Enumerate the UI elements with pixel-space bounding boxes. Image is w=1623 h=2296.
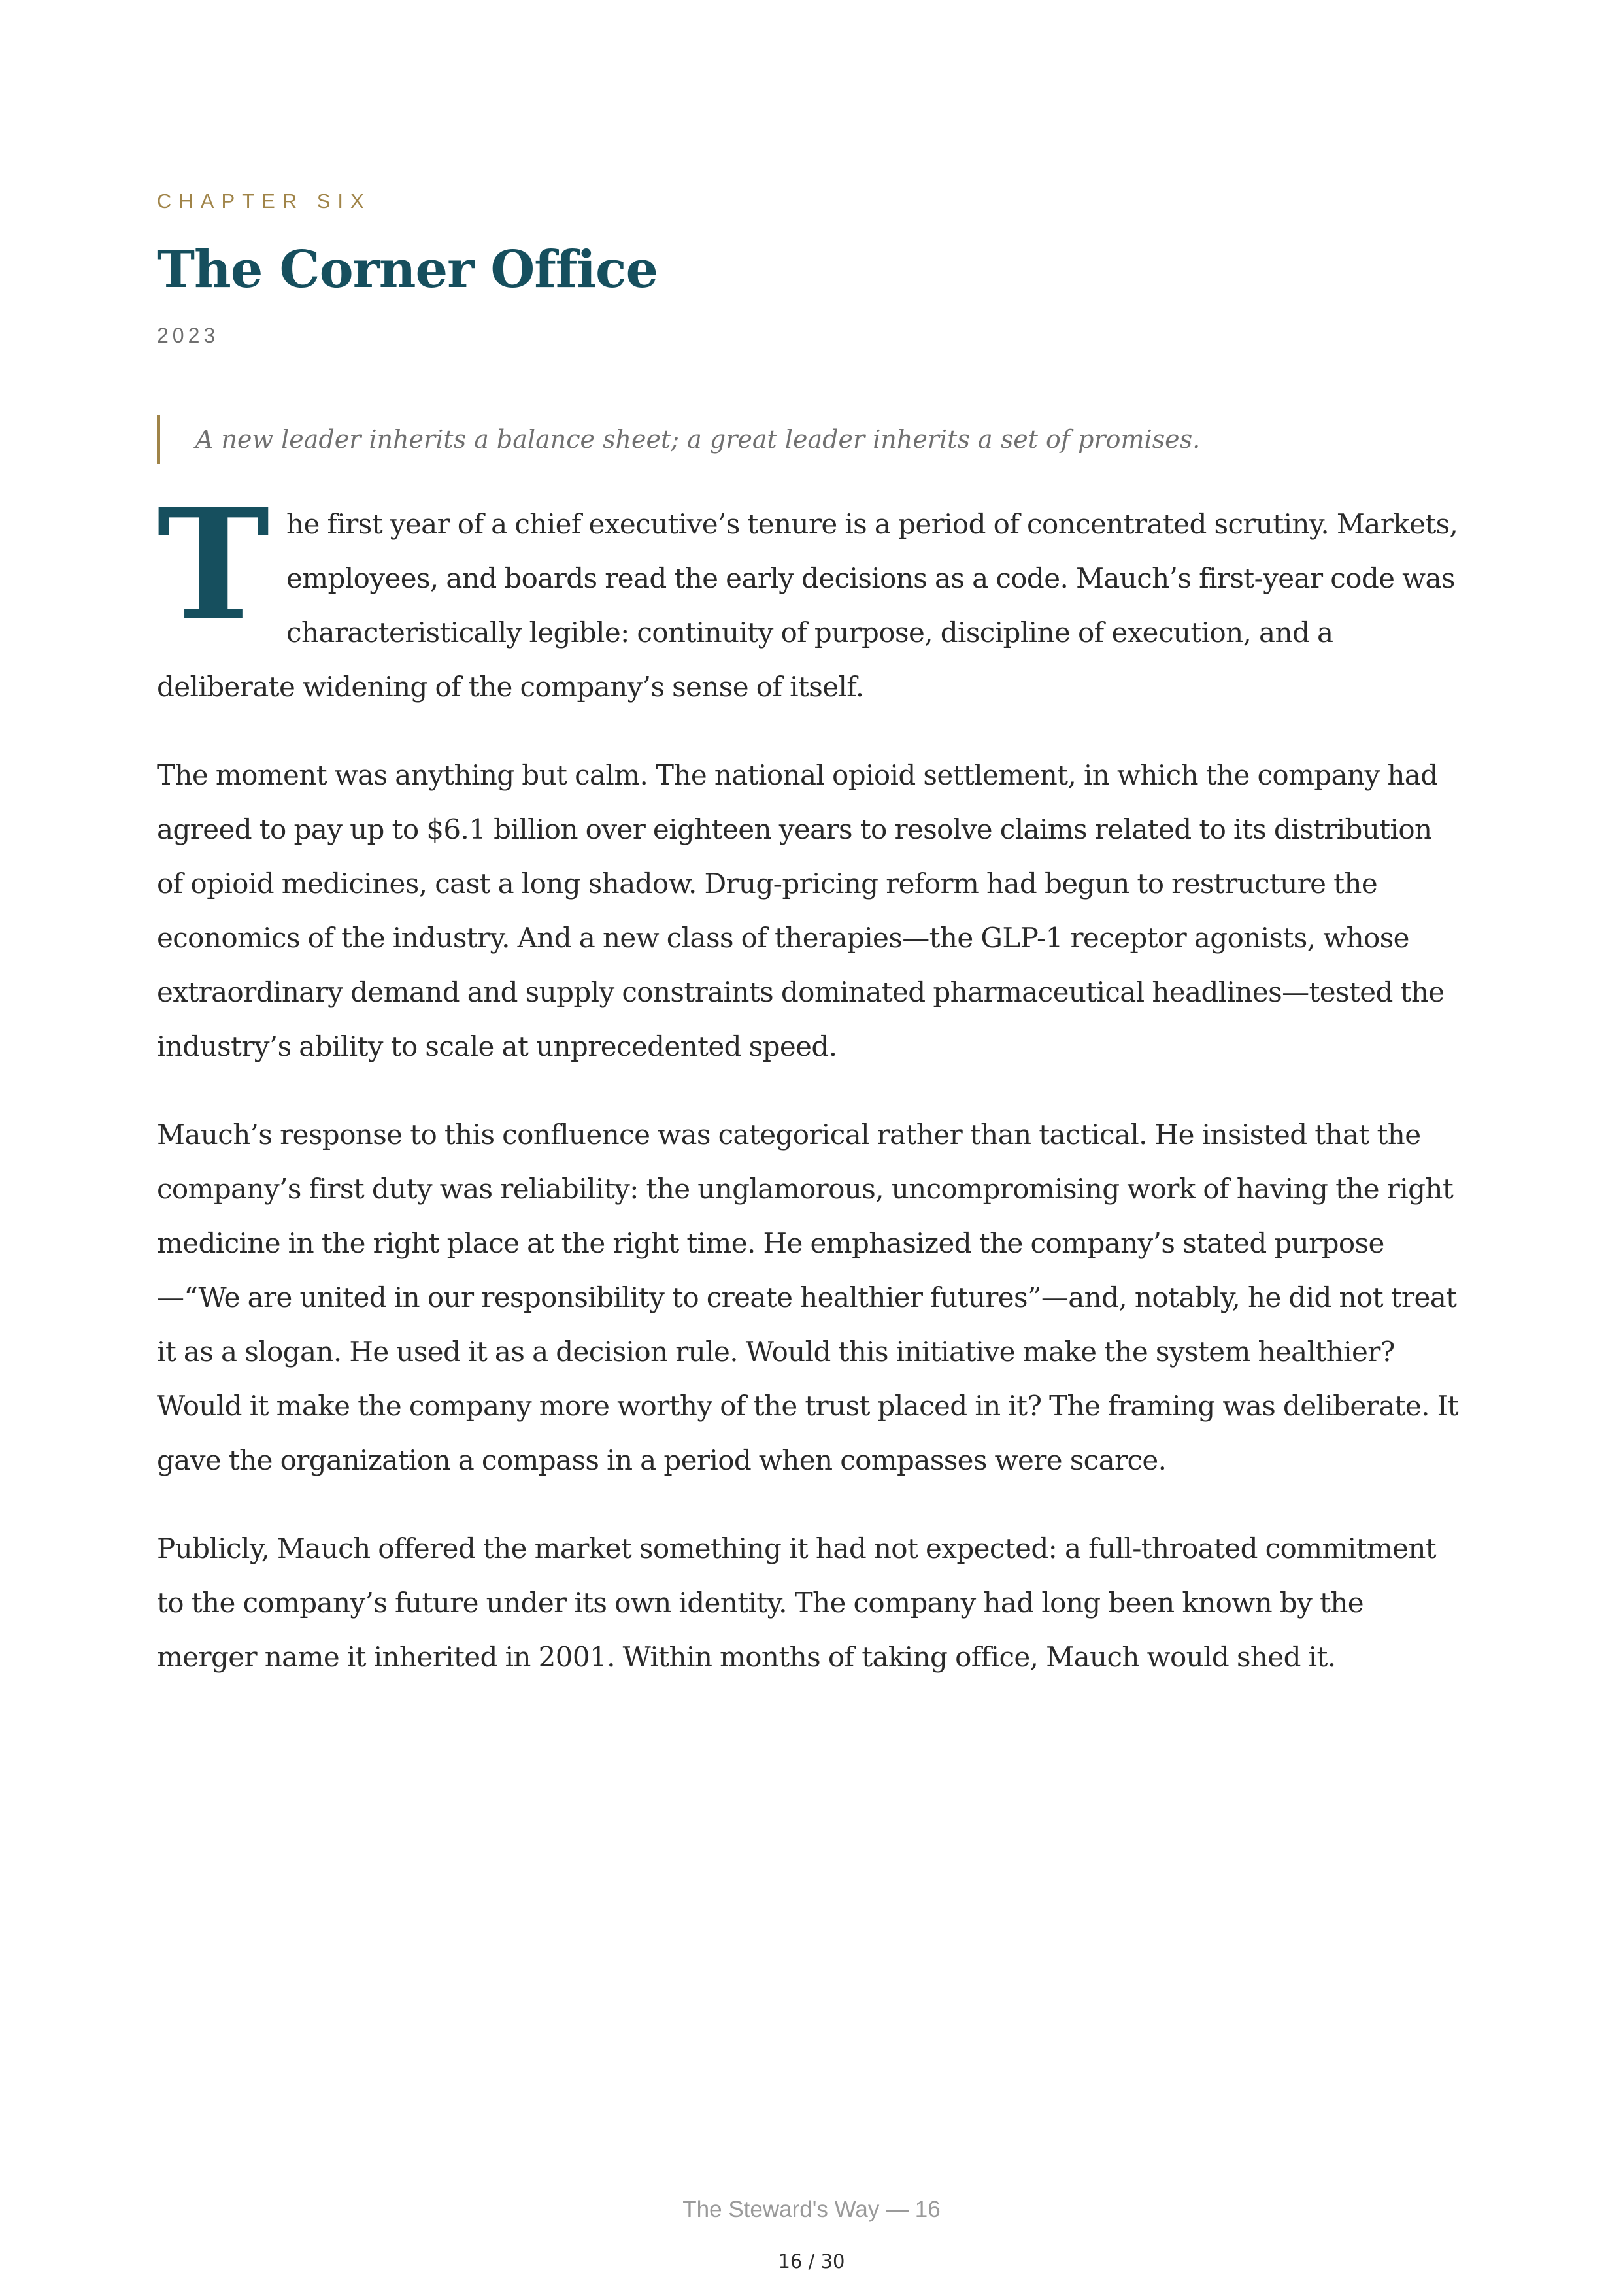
chapter-year: 2023 <box>157 324 220 347</box>
chapter-label: CHAPTER SIX <box>157 190 371 212</box>
paragraph-4: Publicly, Mauch offered the market something it had not expected: a full-throated commitment to the company’s future under its own identity. The company had long been known by the merger name it inherited in 2001. Within months of taking office, Mauch would shed it. <box>157 1532 1437 1673</box>
page-count: 16 / 30 <box>778 2250 845 2272</box>
drop-cap: T <box>157 475 270 654</box>
running-footer: The Steward's Way — 16 <box>682 2197 941 2222</box>
chapter-title: The Corner Office <box>157 240 658 299</box>
paragraph-1-text: he first year of a chief executive’s tenure is a period of concentrated scrutiny. Markets, employees, and boards read the early decisions as a code. Mauch’s first-year code was characteristically legible: continuity of purpose, discipline of execution, and a deliberate widening of the company’s sense of itself. <box>157 508 1458 703</box>
body-text <box>157 475 1463 1718</box>
paragraph-1 <box>157 475 1463 714</box>
paragraph-3: Mauch’s response to this confluence was categorical rather than tactical. He insisted that the company’s first duty was reliability: the unglamorous, uncompromising work of having the right medicine in the right place at the right time. He emphasized the company’s stated purpose—“We are united in our responsibility to create healthier futures”—and, notably, he did not treat it as a slogan. He used it as a decision rule. Would this initiative make the system healthier? Would it make the company more worthy of the trust placed in it? The framing was deliberate. It gave the organization a compass in a period when compasses were scarce. <box>157 1119 1458 1476</box>
paragraph-2: The moment was anything but calm. The national opioid settlement, in which the company had agreed to pay up to $6.1 billion over eighteen years to resolve claims related to its distribution of opioid medicines, cast a long shadow. Drug-pricing reform had begun to restructure the economics of the industry. And a new class of therapies—the GLP-1 receptor agonists, whose extraordinary demand and supply constraints dominated pharmaceutical headlines—tested the industry’s ability to scale at unprecedented speed. <box>157 759 1445 1062</box>
epigraph: A new leader inherits a balance sheet; a great leader inherits a set of promises. <box>157 415 1431 464</box>
